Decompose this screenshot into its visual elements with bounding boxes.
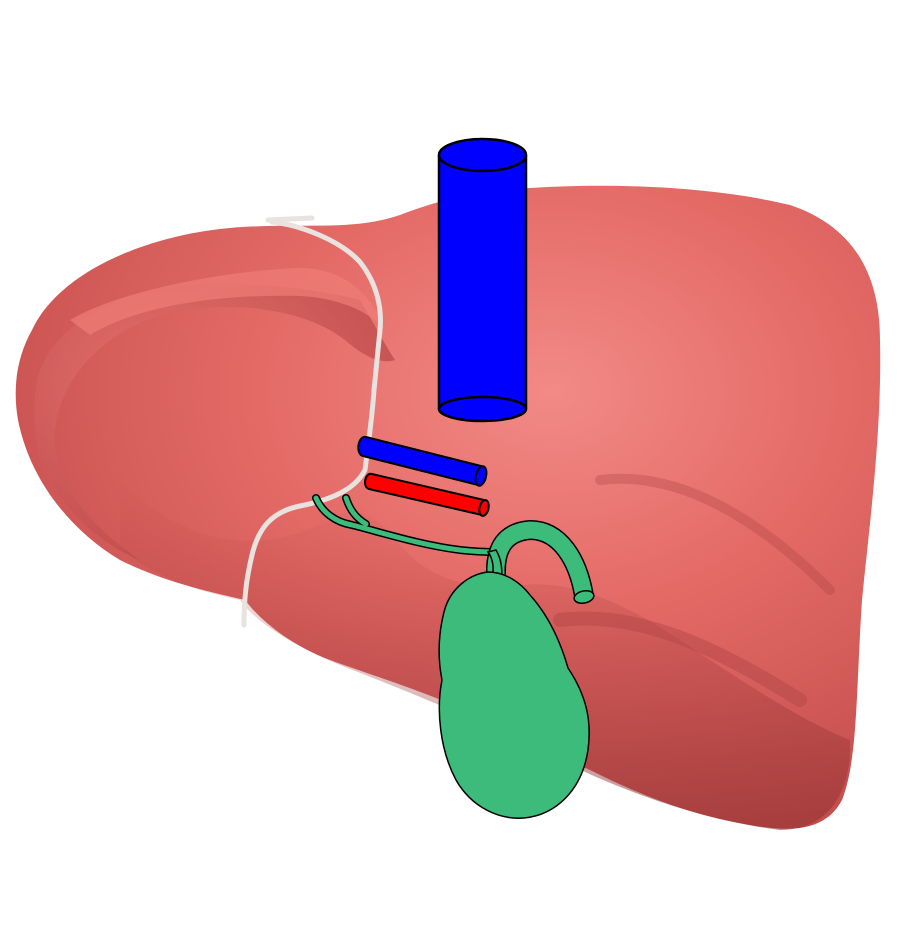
ivc-body	[439, 155, 526, 409]
inferior-vena-cava	[439, 139, 526, 421]
ivc-top-cap	[439, 139, 526, 171]
ivc-bottom-cap	[439, 397, 526, 421]
